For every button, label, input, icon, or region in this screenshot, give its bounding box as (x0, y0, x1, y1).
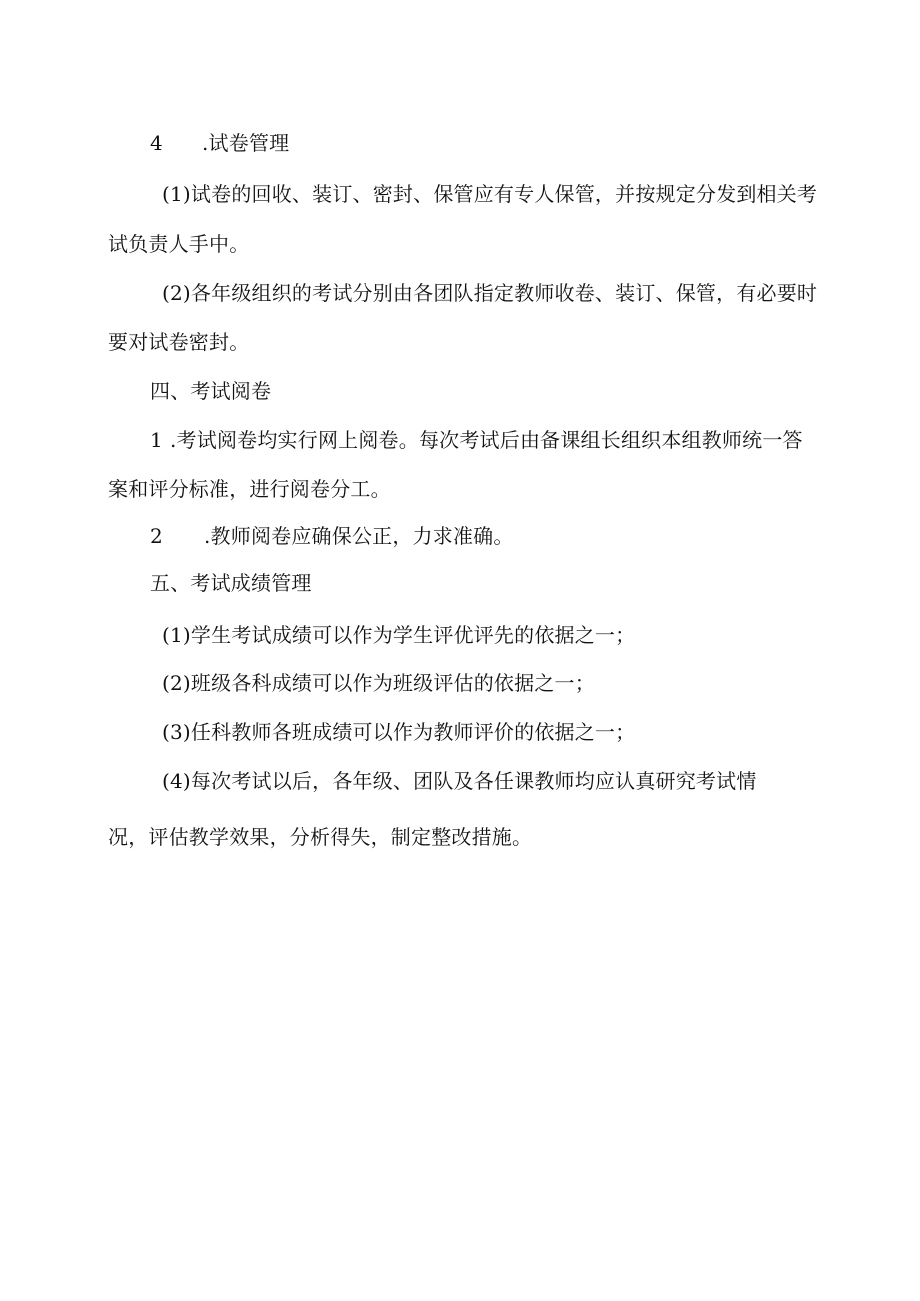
paragraph-4-2-line-1: (2)各年级组织的考试分别由各团队指定教师收卷、装订、保管，有必要时 (162, 281, 818, 305)
item-1-number: 1 (150, 428, 163, 452)
item-2-text: .教师阅卷应确保公正，力求准确。 (204, 524, 514, 548)
paragraph-5-4-line-2: 况，评估教学效果，分析得失，制定整改措施。 (108, 825, 533, 849)
paragraph-5-1: (1)学生考试成绩可以作为学生评优评先的依据之一； (162, 623, 636, 647)
section-four-heading: 四、考试阅卷 (150, 379, 272, 403)
paragraph-5-3: (3)任科教师各班成绩可以作为教师评价的依据之一； (162, 720, 636, 744)
item-2-number: 2 (150, 524, 163, 548)
item-1-text: .考试阅卷均实行网上阅卷。每次考试后由备课组长组织本组教师统一答 (170, 428, 803, 452)
paragraph-4-1-line-1: (1)试卷的回收、装订、密封、保管应有专人保管，并按规定分发到相关考 (162, 182, 818, 206)
paragraph-4-1-line-2: 试负责人手中。 (108, 232, 250, 256)
paragraph-5-2: (2)班级各科成绩可以作为班级评估的依据之一； (162, 671, 595, 695)
item-1-line-1 (150, 426, 803, 454)
item-1-line-2: 案和评分标准，进行阅卷分工。 (108, 477, 391, 501)
section-4-heading (150, 129, 289, 157)
section-4-title: .试卷管理 (202, 131, 290, 155)
section-4-number: 4 (150, 131, 163, 155)
paragraph-4-2-line-2: 要对试卷密封。 (108, 330, 250, 354)
paragraph-5-4-line-1: (4)每次考试以后，各年级、团队及各任课教师均应认真研究考试情 (162, 769, 757, 793)
item-2 (150, 522, 514, 550)
section-five-heading: 五、考试成绩管理 (150, 571, 312, 595)
